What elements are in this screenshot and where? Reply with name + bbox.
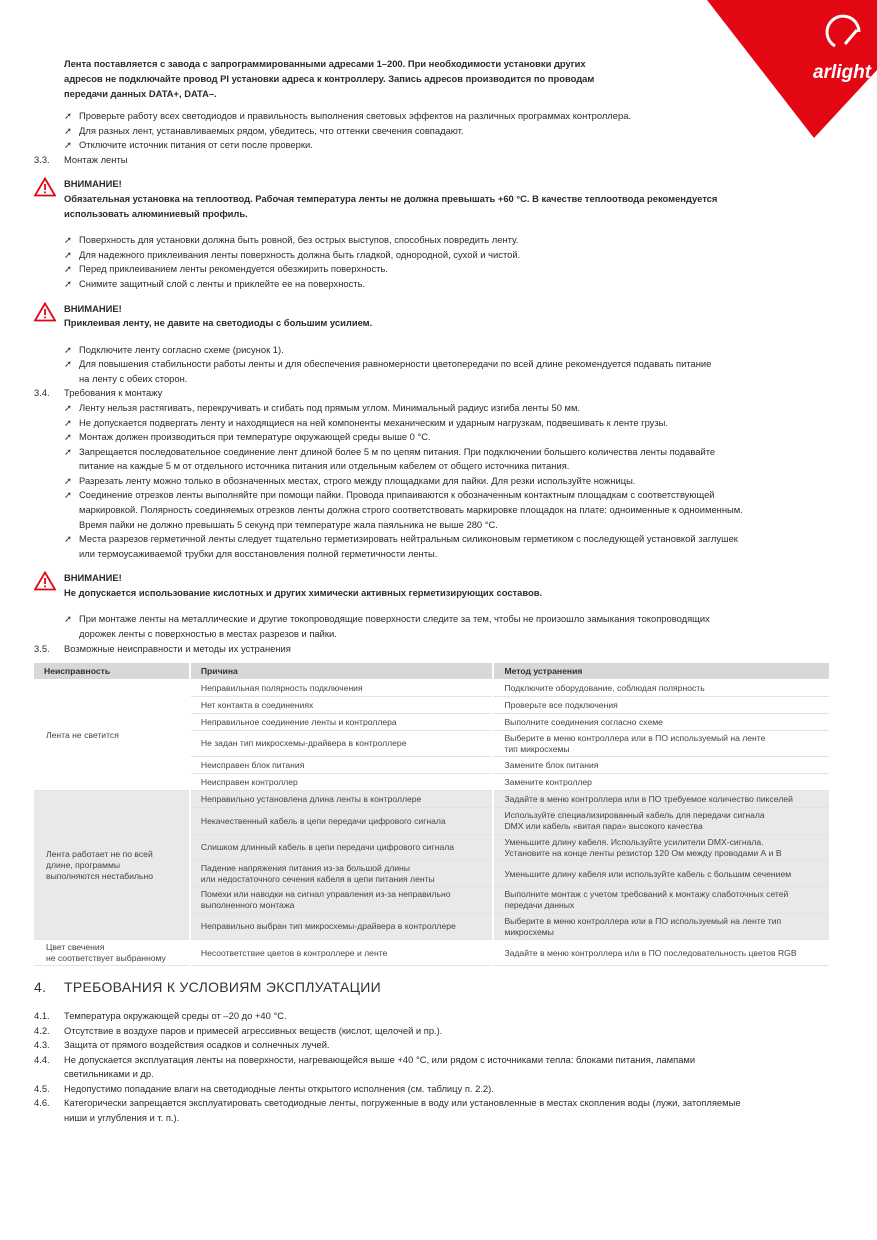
list-item: ➚ Подключите ленту согласно схеме (рисунок 1). (34, 343, 834, 358)
warning-block: ВНИМАНИЕ! Обязательная установка на теплоотвод. Рабочая температура ленты не должна превышать +60 °С. В качестве теплоотвода рекомендуется использовать алюминиевый профиль. (34, 177, 834, 221)
column-header: Неисправность (34, 663, 190, 679)
intro-text (34, 56, 834, 101)
intro-line: адресов не подключайте провод PI установки адреса к контроллеру. Запись адресов производится по проводам (64, 73, 595, 85)
arrow-icon: ➚ (64, 277, 72, 289)
section-4-heading: 4. ТРЕБОВАНИЯ К УСЛОВИЯМ ЭКСПЛУАТАЦИИ (34, 979, 381, 996)
column-header: Причина (190, 663, 494, 679)
list-item: ➚ Запрещается последовательное соединение лент длиной более 5 м по цепям питания. При подключении большего количества ленты подавайте питание на каждые 5 м от отдельного источника питания или отдельным кабелем от общего источника питания. (64, 445, 716, 472)
cause-cell: Неисправен блок питания (190, 757, 494, 774)
connect-list (34, 343, 834, 387)
warning-title: ВНИМАНИЕ! (64, 302, 122, 314)
cause-cell: Неправильная полярность подключения (190, 679, 494, 696)
condition-item: 4.6. Категорически запрещается эксплуатировать светодиодные ленты, погруженные в воду или установленные в местах скопления воды (лужи, затопляемые ниши и углубления и т. п.). (34, 1097, 741, 1124)
intro-line: передачи данных DATA+, DATA–. (64, 88, 217, 100)
arrow-icon: ➚ (64, 139, 72, 151)
fix-cell: Выполните монтаж с учетом требований к монтажу слаботочных сетей передачи данных (493, 887, 830, 913)
cause-cell: Неправильное соединение ленты и контроллера (190, 713, 494, 730)
condition-item: 4.1. Температура окружающей среды от –20 до +40 °С. (34, 1009, 287, 1021)
cause-cell: Неправильно установлена длина ленты в контроллере (190, 791, 494, 808)
list-item: ➚ Соединение отрезков ленты выполняйте при помощи пайки. Провода припаиваются к обозначенным контактным площадкам с соответствующей маркировкой. Полярность соединяемых отрезков ленты должна строго соответствовать маркировке площадок на плате: одноименные к одноименным. Время пайки не должно превышать 5 секунд при температуре жала паяльника не выше 280 °С. (64, 489, 743, 530)
table-row (34, 939, 830, 965)
section-3-4: 3.4. Требования к монтажу (34, 387, 163, 399)
list-item: ➚ Для надежного приклеивания ленты поверхность должна быть гладкой, однородной, сухой и чистой. (34, 248, 834, 263)
arrow-icon: ➚ (64, 234, 72, 246)
arrow-icon: ➚ (64, 263, 72, 275)
arrow-icon: ➚ (64, 124, 72, 136)
arrow-icon: ➚ (64, 110, 72, 122)
cause-cell: Падение напряжения питания из-за большой длины или недостаточного сечения кабеля в цепи питания ленты (190, 860, 494, 886)
fix-cell: Задайте в меню контроллера или в ПО требуемое количество пикселей (493, 791, 830, 808)
list-item: ➚ Для повышения стабильности работы ленты и для обеспечения равномерности цветопередачи по всей длине рекомендуется подавать питание на ленту с обеих сторон. (64, 358, 712, 384)
table-row (34, 791, 830, 808)
condition-item: 4.4. Не допускается эксплуатация ленты на поверхности, нагревающейся выше +40 °С, или рядом с источниками тепла: блоками питания, лампами светильниками и др. (34, 1053, 696, 1080)
arrow-icon: ➚ (64, 358, 72, 370)
fix-cell: Выполните соединения согласно схеме (493, 713, 830, 730)
arrow-icon: ➚ (64, 474, 72, 486)
fix-cell: Проверьте все подключения (493, 696, 830, 713)
cause-cell: Несоответствие цветов в контроллере и ленте (190, 939, 494, 965)
arrow-icon: ➚ (64, 431, 72, 443)
fix-cell: Выберите в меню контроллера или в ПО используемый на ленте тип микросхемы (493, 730, 830, 756)
cause-cell: Помехи или наводки на сигнал управления из-за неправильно выполненного монтажа (190, 887, 494, 913)
table-row (34, 679, 830, 696)
warning-icon (34, 177, 56, 197)
arrow-icon: ➚ (64, 445, 72, 457)
condition-item: 4.3. Защита от прямого воздействия осадков и солнечных лучей. (34, 1039, 330, 1051)
arrow-icon: ➚ (64, 489, 72, 501)
cause-cell: Некачественный кабель в цепи передачи цифрового сигнала (190, 808, 494, 834)
mount-list (34, 233, 834, 291)
arrow-icon: ➚ (64, 401, 72, 413)
list-item: ➚ Снимите защитный слой с ленты и приклейте ее на поверхность. (34, 277, 834, 292)
list-item: ➚ Места разрезов герметичной ленты следует тщательно герметизировать нейтральным силиконовым герметиком с последующей установкой заглушек или термоусаживаемой трубки для восстановления полной герметичности ленты. (64, 533, 738, 559)
warning-block: ВНИМАНИЕ! Не допускается использование кислотных и других химически активных герметизирующих составов. (34, 571, 834, 600)
warning-block: ВНИМАНИЕ! Приклеивая ленту, не давите на светодиоды с большим усилием. (34, 302, 834, 331)
fix-cell: Задайте в меню контроллера или в ПО последовательность цветов RGB (493, 939, 830, 965)
list-item: ➚ Монтаж должен производиться при температуре окружающей среды выше 0 °С. (34, 430, 834, 445)
condition-item: 4.2. Отсутствие в воздухе паров и примесей агрессивных веществ (кислот, щелочей и пр.). (34, 1024, 443, 1036)
warning-icon (34, 302, 56, 322)
table-body (34, 679, 830, 965)
warning-title: ВНИМАНИЕ! (64, 178, 122, 190)
arrow-icon: ➚ (64, 416, 72, 428)
arrow-icon: ➚ (64, 613, 72, 625)
list-item: ➚ При монтаже ленты на металлические и другие токопроводящие поверхности следите за тем, чтобы не произошло замыкания токопроводящих дорожек ленты с поверхностью в местах разрезов и пайки. (64, 613, 710, 640)
condition-item: 4.5. Недопустимо попадание влаги на светодиодные ленты открытого исполнения (см. таблицу п. 2.2). (34, 1082, 494, 1094)
section-3-3: 3.3. Монтаж ленты (34, 153, 128, 165)
list-item: ➚ Ленту нельзя растягивать, перекручивать и сгибать под прямым углом. Минимальный радиус изгиба ленты 50 мм. (34, 401, 834, 416)
requirements-list (34, 401, 834, 561)
warning-title: ВНИМАНИЕ! (64, 572, 122, 584)
conditions-list (34, 1009, 834, 1126)
problem-cell: Цвет свечения не соответствует выбранному (34, 939, 190, 965)
problem-cell: Лента работает не по всей длине, программы выполняются нестабильно (34, 791, 190, 940)
list-item: ➚ Поверхность для установки должна быть ровной, без острых выступов, способных повредить ленту. (34, 233, 834, 248)
table-header-row (34, 663, 830, 679)
arrow-icon: ➚ (64, 343, 72, 355)
fix-cell: Замените контроллер (493, 774, 830, 791)
logo-text: arlight (813, 62, 872, 83)
cause-cell: Неправильно выбран тип микросхемы-драйвера в контроллере (190, 913, 494, 939)
intro-line: Лента поставляется с завода с запрограммированными адресами 1–200. При необходимости установки других (64, 58, 586, 69)
warning-icon (34, 571, 56, 591)
section-3-5: 3.5. Возможные неисправности и методы их устранения (34, 642, 291, 654)
fix-cell: Уменьшите длину кабеля или используйте кабель с большим сечением (493, 860, 830, 886)
fix-cell: Выберите в меню контроллера или в ПО используемый на ленте тип микросхемы (493, 913, 830, 939)
fix-cell: Используйте специализированный кабель для передачи сигнала DMX или кабель «витая пара» высокого качества (493, 808, 830, 834)
list-item: ➚ Разрезать ленту можно только в обозначенных местах, строго между площадками для пайки. Для резки используйте ножницы. (34, 474, 834, 489)
cause-cell: Неисправен контроллер (190, 774, 494, 791)
fix-cell: Уменьшите длину кабеля. Используйте усилители DMX-сигнала. Установите на конце ленты резистор 120 Ом между проводами А и В (493, 834, 830, 860)
page-content (34, 56, 834, 1126)
check-item: ➚ Для разных лент, устанавливаемых рядом, убедитесь, что оттенки свечения совпадают. (34, 124, 834, 139)
column-header: Метод устранения (493, 663, 830, 679)
list-item: ➚ Перед приклеиванием ленты рекомендуется обезжирить поверхность. (34, 262, 834, 277)
check-list (34, 109, 834, 153)
problem-cell: Лента не светится (34, 679, 190, 790)
list-item: ➚ Не допускается подвергать ленту и находящиеся на ней компоненты механическим и ударным нагрузкам, подвешивать к ленте грузы. (34, 416, 834, 431)
fix-cell: Замените блок питания (493, 757, 830, 774)
check-item: ➚ Отключите источник питания от сети после проверки. (34, 138, 834, 153)
arrow-icon: ➚ (64, 248, 72, 260)
cause-cell: Не задан тип микросхемы-драйвера в контроллере (190, 730, 494, 756)
cause-cell: Нет контакта в соединениях (190, 696, 494, 713)
arrow-icon: ➚ (64, 533, 72, 545)
cause-cell: Слишком длинный кабель в цепи передачи цифрового сигнала (190, 834, 494, 860)
troubleshooting-table (34, 663, 831, 966)
check-item: ➚ Проверьте работу всех светодиодов и правильность выполнения световых эффектов на различных программах контроллера. (34, 109, 834, 124)
fix-cell: Подключите оборудование, соблюдая полярность (493, 679, 830, 696)
